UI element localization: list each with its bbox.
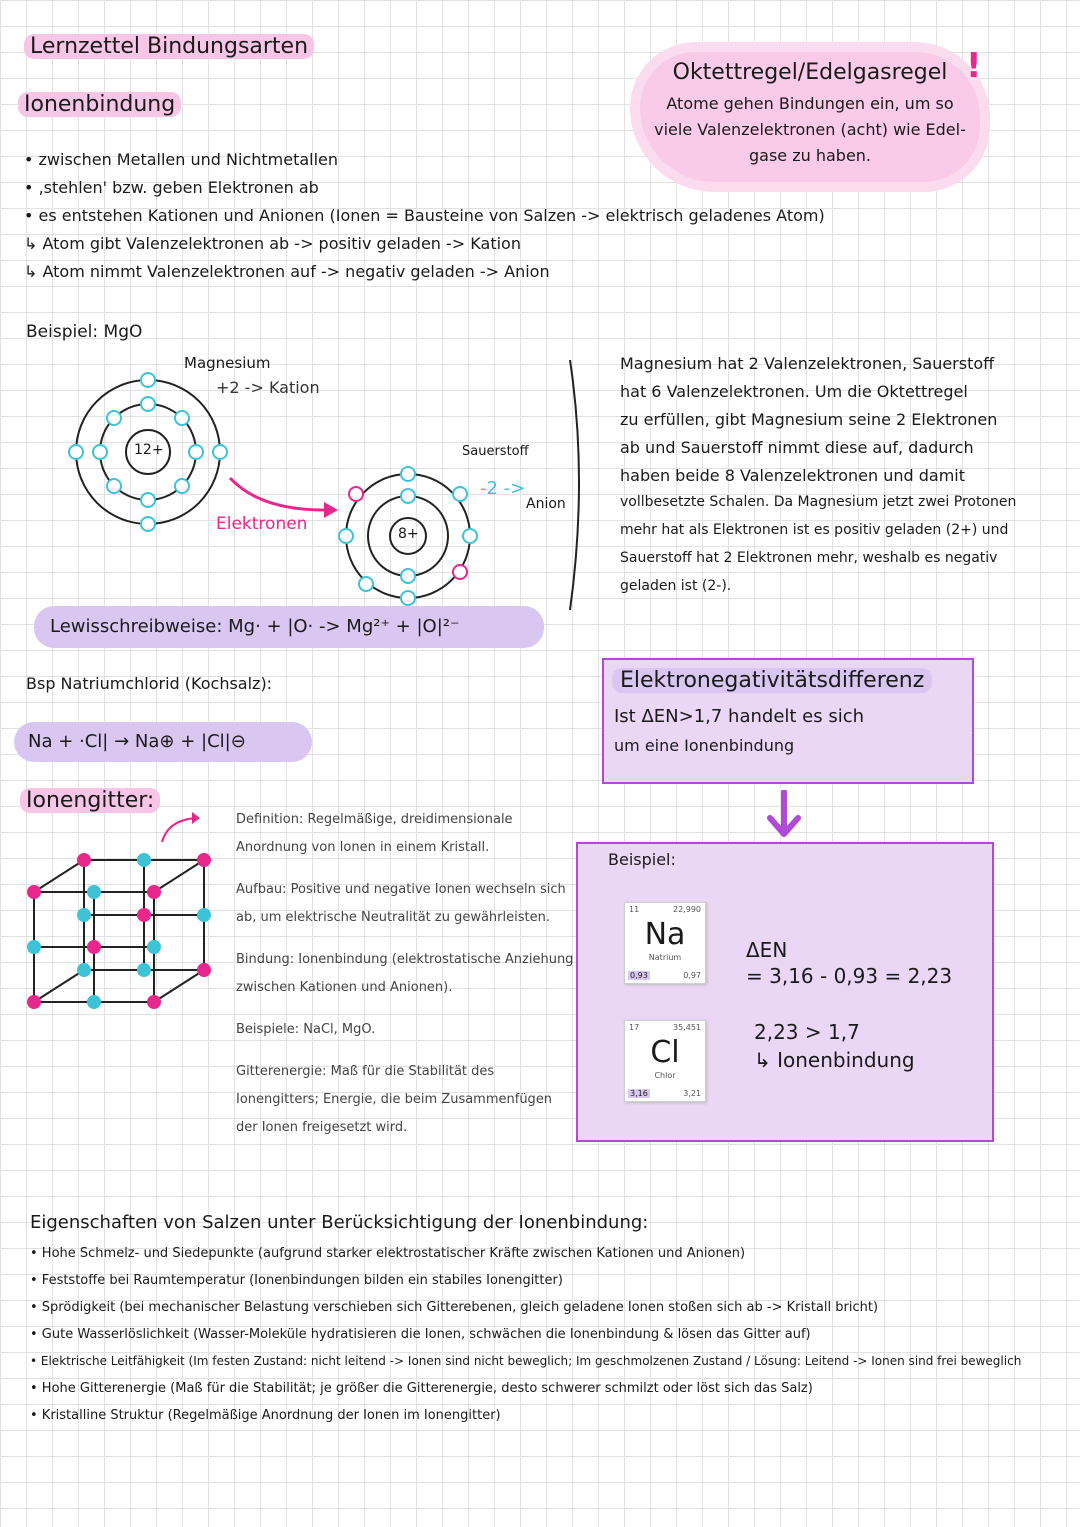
explanation-line: vollbesetzte Schalen. Da Magnesium jetzt zwei Protonen [620, 494, 1017, 510]
na-en: 0,93 [630, 971, 648, 980]
na-name: Natrium [648, 953, 682, 962]
page-title [24, 34, 314, 59]
lattice-definition: Beispiele: NaCl, MgO. [236, 1022, 376, 1037]
octet-rule-title: Oktettregel/Edelgasregel [672, 60, 948, 85]
na-mass: 22,990 [673, 905, 701, 914]
explanation-bracket [570, 360, 579, 610]
lattice-definition: Definition: Regelmäßige, dreidimensionale Anordnung von Ionen in einem Kristall. [236, 812, 513, 855]
na-other: 0,97 [683, 971, 701, 980]
o-core-label: 8+ [398, 526, 419, 542]
property-item: • Gute Wasserlöslichkeit (Wasser-Moleküle hydratisieren die Ionen, schwächen die Ionenbindung & lösen das Gitter auf) [30, 1327, 811, 1342]
en-box-line: Ist ΔEN>1,7 handelt es sich [614, 706, 865, 727]
intro-line: • zwischen Metallen und Nichtmetallen [24, 150, 339, 169]
property-item: • Sprödigkeit (bei mechanischer Belastung verschieben sich Gitterebenen, gleich geladene Ionen stoßen sich ab -> Kristall bricht) [30, 1300, 879, 1315]
cl-mass: 35,451 [673, 1023, 701, 1032]
electrons-label: Elektronen [216, 514, 308, 534]
electronegativity-box [602, 658, 974, 784]
mgo-explanation [620, 354, 1070, 606]
property-item: • Elektrische Leitfähigkeit (Im festen Zustand: nicht leitend -> Ionen sind nicht beweglich; Im geschmolzenen Zustand / Lösung: Leitend -> Ionen sind frei beweglich [30, 1354, 1022, 1368]
mg-core-label: 12+ [134, 442, 164, 458]
element-tile-cl [624, 1020, 706, 1102]
en-box-title [612, 668, 932, 693]
explanation-line: Magnesium hat 2 Valenzelektronen, Sauerstoff [620, 354, 995, 373]
magnesium-label: Magnesium [184, 354, 271, 372]
down-arrow-icon [766, 790, 802, 842]
magnesium-charge: +2 -> Kation [216, 378, 320, 397]
en-calc-label: ΔEN [746, 938, 788, 962]
octet-rule-line: Atome gehen Bindungen ein, um so [666, 94, 954, 113]
en-example-label: Beispiel: [608, 850, 676, 869]
anions [27, 853, 211, 1009]
lattice-heading [20, 788, 160, 813]
explanation-line: mehr hat als Elektronen ist es positiv geladen (2+) und [620, 522, 1009, 538]
property-item: • Kristalline Struktur (Regelmäßige Anordnung der Ionen im Ionengitter) [30, 1408, 501, 1423]
intro-line: • ‚stehlen' bzw. geben Elektronen ab [24, 178, 319, 197]
intro-line: ↳ Atom gibt Valenzelektronen ab -> positiv geladen -> Kation [24, 234, 521, 253]
cl-number: 17 [629, 1023, 640, 1032]
page-title-text: Lernzettel Bindungsarten [24, 34, 314, 59]
en-example-box [576, 842, 994, 1142]
lattice-heading-text: Ionengitter: [20, 788, 160, 813]
octet-rule-line: gase zu haben. [748, 146, 872, 165]
explanation-line: Sauerstoff hat 2 Elektronen mehr, weshalb es negativ [620, 550, 998, 566]
anion-label: Anion [526, 496, 566, 512]
explanation-line: hat 6 Valenzelektronen. Um die Oktettregel [620, 382, 968, 401]
lewis-notation-highlight [34, 606, 544, 648]
explanation-line: ab und Sauerstoff nimmt diese auf, dadurch [620, 438, 974, 457]
explanation-line: geladen ist (2-). [620, 578, 732, 594]
cl-name: Chlor [654, 1071, 676, 1080]
cl-en: 3,16 [630, 1089, 648, 1098]
exclamation-mark: ! [966, 46, 982, 86]
en-result-type: ↳ Ionenbindung [754, 1048, 915, 1072]
property-item: • Feststoffe bei Raumtemperatur (Ionenbindungen bilden ein stabiles Ionengitter) [30, 1273, 563, 1288]
na-symbol: Na [644, 917, 686, 952]
explanation-line: haben beide 8 Valenzelektronen und damit [620, 466, 965, 485]
property-item: • Hohe Gitterenergie (Maß für die Stabilität; je größer die Gitterenergie, desto schwerer schmilzt oder löst sich das Salz) [30, 1381, 813, 1396]
en-box-title-text: Elektronegativitätsdifferenz [612, 668, 932, 693]
nacl-label: Bsp Natriumchlorid (Kochsalz): [26, 674, 273, 693]
properties-list [30, 1246, 1070, 1435]
curved-arrow-icon [158, 812, 202, 846]
sauerstoff-label: Sauerstoff [462, 444, 529, 459]
lewis-notation: Lewisschreibweise: Mg· + |O· -> Mg²⁺ + |O|²⁻ [50, 616, 460, 637]
section-heading-text: Ionenbindung [18, 92, 181, 117]
en-calc: = 3,16 - 0,93 = 2,23 [746, 964, 953, 988]
cl-other: 3,21 [683, 1089, 701, 1098]
element-tile-na [624, 902, 706, 984]
cl-symbol: Cl [650, 1035, 680, 1070]
nacl-equation: Na + ·Cl| → Na⊕ + |Cl|⊖ [28, 731, 246, 752]
cations [27, 853, 211, 1009]
oxygen-charge: -2 -> [480, 478, 526, 499]
ion-lattice-diagram [24, 852, 214, 1012]
intro-line: ↳ Atom nimmt Valenzelektronen auf -> negativ geladen -> Anion [24, 262, 550, 281]
lattice-definitions [236, 806, 576, 1156]
property-item: • Hohe Schmelz- und Siedepunkte (aufgrund starker elektrostatischer Kräfte zwischen Kationen und Anionen) [30, 1246, 746, 1261]
section-heading-ionenbindung [18, 92, 181, 117]
octet-rule-cloud [640, 52, 980, 182]
properties-heading: Eigenschaften von Salzen unter Berücksichtigung der Ionenbindung: [30, 1212, 649, 1233]
na-number: 11 [629, 905, 640, 914]
en-result: 2,23 > 1,7 [754, 1020, 860, 1044]
explanation-line: zu erfüllen, gibt Magnesium seine 2 Elektronen [620, 410, 998, 429]
nacl-equation-highlight [14, 722, 312, 762]
lattice-definition: Gitterenergie: Maß für die Stabilität des Ionengitters; Energie, die beim Zusammenfügen der Ionen freigesetzt wird. [236, 1064, 553, 1135]
octet-rule-line: viele Valenzelektronen (acht) wie Edel- [654, 120, 966, 139]
example-mgo-label: Beispiel: MgO [26, 322, 143, 342]
intro-line: • es entstehen Kationen und Anionen (Ionen = Bausteine von Salzen -> elektrisch geladenes Atom) [24, 206, 825, 225]
electron-transfer-arrow [230, 478, 324, 510]
lattice-definition: Bindung: Ionenbindung (elektrostatische Anziehung zwischen Kationen und Anionen). [236, 952, 574, 995]
lattice-definition: Aufbau: Positive und negative Ionen wechseln sich ab, um elektrische Neutralität zu gewährleisten. [236, 882, 566, 925]
en-box-line: um eine Ionenbindung [614, 736, 795, 755]
